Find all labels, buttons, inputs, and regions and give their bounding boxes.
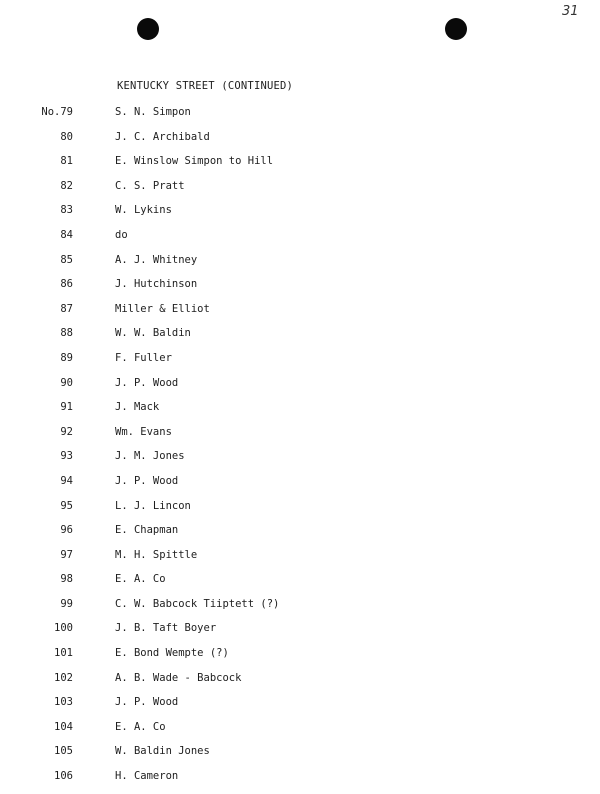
list-item (0, 302, 600, 327)
entry-name: E. Winslow Simpon to Hill (115, 155, 274, 168)
entry-name: E. A. Co (115, 720, 166, 733)
list-item (0, 572, 600, 597)
entry-name: J. P. Wood (115, 376, 179, 389)
list-item (0, 351, 600, 376)
entry-number: 104 (54, 720, 73, 733)
entry-name: J. B. Taft Boyer (115, 622, 217, 635)
entry-name: J. M. Jones (115, 450, 185, 463)
entry-name: J. Hutchinson (115, 278, 198, 291)
entry-name: E. Chapman (115, 524, 179, 537)
entry-name: Miller & Elliot (115, 302, 210, 315)
entry-number: 88 (60, 327, 73, 340)
entry-name: E. Bond Wempte (?) (115, 647, 229, 660)
entry-number: 101 (54, 647, 73, 660)
entry-number: No.79 (41, 106, 73, 118)
entry-number: 100 (54, 622, 73, 635)
entry-name: J. P. Wood (115, 474, 179, 487)
entry-number: 84 (60, 228, 73, 241)
punch-hole-right (445, 18, 467, 40)
list-item (0, 154, 600, 179)
page-heading: KENTUCKY STREET (CONTINUED) (117, 80, 294, 92)
entry-name: L. J. Lincon (115, 499, 191, 512)
list-item (0, 646, 600, 671)
list-item (0, 376, 600, 401)
list-item (0, 695, 600, 720)
entry-list (0, 105, 600, 794)
entry-name: J. Mack (115, 401, 160, 414)
entry-number: 82 (60, 179, 73, 192)
entry-name: J. C. Archibald (115, 130, 210, 143)
entry-name: M. H. Spittle (115, 548, 198, 561)
list-item (0, 253, 600, 278)
entry-name: C. W. Babcock Tiiptett (?) (115, 597, 280, 610)
entry-name: W. Baldin Jones (115, 745, 210, 758)
entry-number: 90 (60, 376, 73, 389)
list-item (0, 744, 600, 769)
entry-number: 106 (54, 770, 73, 783)
entry-number: 86 (60, 278, 73, 291)
entry-number: 89 (60, 351, 73, 364)
entry-number: 94 (60, 474, 73, 487)
entry-name: F. Fuller (115, 351, 172, 364)
entry-number: 92 (60, 425, 73, 438)
list-item (0, 474, 600, 499)
entry-name: do (115, 228, 128, 241)
list-item (0, 277, 600, 302)
entry-number: 99 (60, 597, 73, 610)
list-item (0, 769, 600, 794)
entry-name: H. Cameron (115, 770, 179, 783)
entry-number: 96 (60, 524, 73, 537)
entry-name: S. N. Simpon (115, 106, 191, 118)
entry-number: 85 (60, 253, 73, 266)
entry-number: 81 (60, 155, 73, 168)
list-item (0, 326, 600, 351)
entry-name: A. J. Whitney (115, 253, 198, 266)
list-item (0, 548, 600, 573)
list-item (0, 228, 600, 253)
list-item (0, 203, 600, 228)
entry-name: J. P. Wood (115, 696, 179, 709)
entry-name: C. S. Pratt (115, 179, 185, 192)
entry-name: A. B. Wade - Babcock (115, 671, 242, 684)
entry-number: 103 (54, 696, 73, 709)
entry-number: 87 (60, 302, 73, 315)
list-item (0, 449, 600, 474)
entry-number: 97 (60, 548, 73, 561)
page-number: 31 (562, 4, 579, 19)
list-item (0, 671, 600, 696)
entry-number: 102 (54, 671, 73, 684)
list-item (0, 130, 600, 155)
list-item (0, 179, 600, 204)
entry-number: 80 (60, 130, 73, 143)
list-item (0, 720, 600, 745)
entry-name: E. A. Co (115, 573, 166, 586)
list-item (0, 499, 600, 524)
entry-number: 91 (60, 401, 73, 414)
list-item (0, 400, 600, 425)
entry-number: 83 (60, 204, 73, 217)
entry-number: 95 (60, 499, 73, 512)
punch-hole-left (137, 18, 159, 40)
entry-number: 93 (60, 450, 73, 463)
entry-number: 98 (60, 573, 73, 586)
list-item (0, 621, 600, 646)
list-item (0, 597, 600, 622)
list-item (0, 425, 600, 450)
entry-number: 105 (54, 745, 73, 758)
entry-name: W. Lykins (115, 204, 172, 217)
entry-name: W. W. Baldin (115, 327, 191, 340)
list-item (0, 105, 600, 130)
list-item (0, 523, 600, 548)
entry-name: Wm. Evans (115, 425, 172, 438)
